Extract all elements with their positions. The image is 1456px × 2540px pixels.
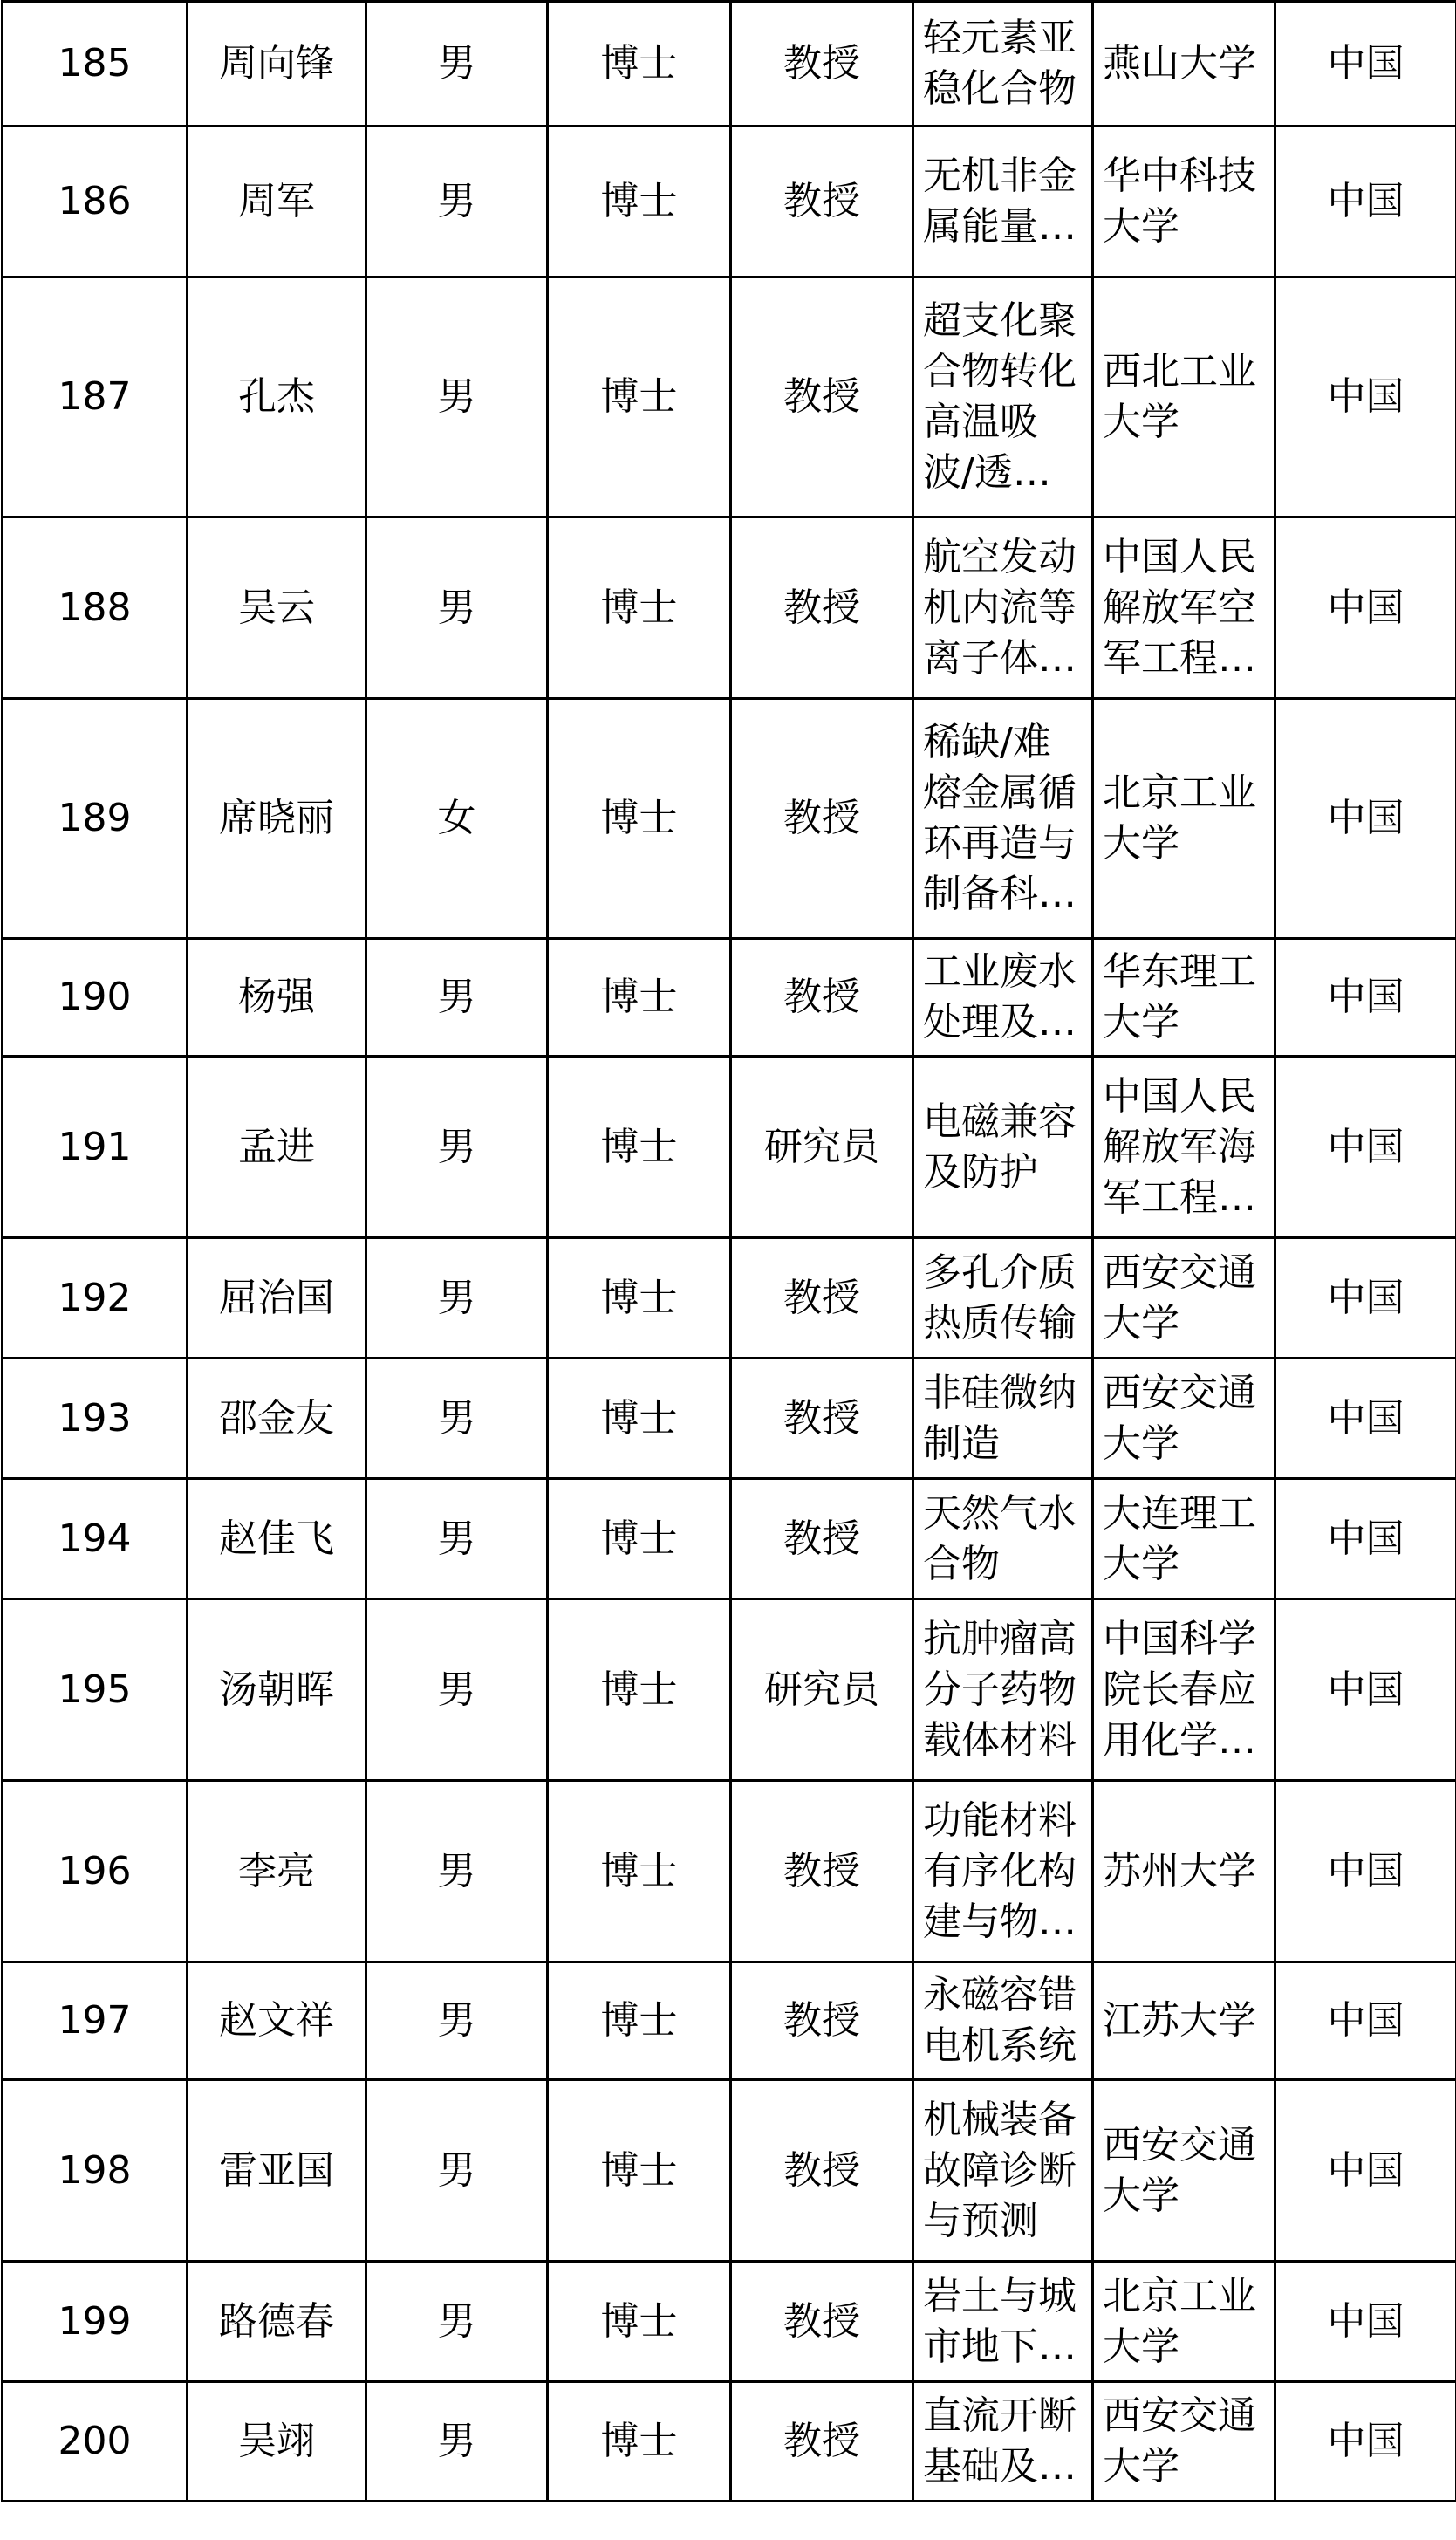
cell-institution-text: 大连理工大学 — [1103, 1490, 1256, 1586]
cell-gender-text: 男 — [437, 1275, 476, 1320]
cell-institution — [1093, 2080, 1275, 2262]
cell-research-field-text: 岩土与城市地下工 — [923, 2273, 1077, 2369]
cell-degree-text: 博士 — [600, 374, 678, 419]
cell-institution — [1093, 517, 1275, 699]
cell-degree — [548, 1238, 731, 1359]
cell-country-text: 中国 — [1327, 2147, 1405, 2193]
cell-research-field-text: 非硅微纳制造 — [923, 1370, 1077, 1466]
cell-institution-text: 中国人民解放军空军工程大 — [1103, 534, 1256, 681]
cell-degree-text: 博士 — [600, 1998, 678, 2043]
cell-name-text: 孟进 — [238, 1124, 315, 1169]
cell-number — [3, 1599, 188, 1781]
cell-name-text: 雷亚国 — [219, 2147, 334, 2193]
cell-number-text: 192 — [58, 1275, 132, 1320]
cell-gender-text: 男 — [437, 374, 476, 419]
cell-institution — [1093, 2382, 1275, 2502]
table-row — [3, 2, 1456, 127]
cell-number-text: 190 — [58, 975, 132, 1019]
cell-title-text: 教授 — [783, 2147, 860, 2193]
cell-research-field-text: 永磁容错电机系统 — [923, 1973, 1077, 2068]
cell-number-text: 200 — [58, 2419, 132, 2463]
cell-number-text: 198 — [58, 2147, 132, 2193]
cell-gender — [366, 2262, 548, 2382]
cell-degree-text: 博士 — [600, 1848, 678, 1893]
cell-country-text: 中国 — [1327, 1395, 1405, 1441]
cell-research-field — [913, 2, 1093, 127]
cell-country-text: 中国 — [1327, 1667, 1405, 1712]
cell-institution-text: 北京工业大学 — [1103, 2273, 1256, 2369]
cell-degree — [548, 1359, 731, 1479]
cell-country-text: 中国 — [1327, 374, 1405, 419]
cell-research-field — [913, 1962, 1093, 2080]
cell-country-text: 中国 — [1327, 2298, 1405, 2344]
cell-degree — [548, 127, 731, 277]
cell-number-text: 193 — [58, 1395, 132, 1441]
cell-country — [1275, 2382, 1456, 2502]
cell-research-field — [913, 1359, 1093, 1479]
cell-name — [188, 277, 366, 517]
cell-gender — [366, 127, 548, 277]
cell-research-field-text: 天然气水合物 — [923, 1490, 1077, 1586]
cell-number-text: 188 — [58, 585, 132, 630]
cell-number — [3, 2080, 188, 2262]
cell-institution — [1093, 1359, 1275, 1479]
cell-title-text: 教授 — [783, 2298, 860, 2344]
table-row — [3, 2080, 1456, 2262]
cell-number — [3, 1359, 188, 1479]
cell-name-text: 路德春 — [219, 2298, 334, 2344]
cell-degree-text: 博士 — [600, 1516, 678, 1561]
cell-gender-text: 男 — [437, 179, 476, 223]
cell-name — [188, 2262, 366, 2382]
cell-research-field — [913, 1599, 1093, 1781]
cell-gender — [366, 1479, 548, 1599]
cell-name-text: 赵佳飞 — [219, 1516, 334, 1561]
cell-gender-text: 男 — [437, 1848, 476, 1893]
cell-number — [3, 1238, 188, 1359]
cell-gender — [366, 277, 548, 517]
cell-degree — [548, 699, 731, 939]
cell-title-text: 教授 — [783, 374, 860, 419]
table-row — [3, 2382, 1456, 2502]
cell-research-field-text: 抗肿瘤高分子药物载体材料 — [923, 1616, 1077, 1763]
cell-name-text: 孔杰 — [238, 374, 315, 419]
cell-institution — [1093, 1599, 1275, 1781]
cell-country — [1275, 1479, 1456, 1599]
cell-research-field-text: 电磁兼容及防护 — [923, 1099, 1077, 1195]
cell-country-text: 中国 — [1327, 1516, 1405, 1561]
table-row — [3, 1359, 1456, 1479]
cell-number — [3, 2262, 188, 2382]
cell-degree — [548, 2382, 731, 2502]
cell-degree — [548, 1599, 731, 1781]
cell-institution-text: 华中科技大学 — [1103, 154, 1256, 249]
cell-gender — [366, 1238, 548, 1359]
cell-title — [731, 277, 913, 517]
table-row — [3, 1599, 1456, 1781]
cell-degree-text: 博士 — [600, 1275, 678, 1320]
cell-research-field-text: 直流开断基础及其 — [923, 2393, 1077, 2489]
cell-institution-text: 西北工业大学 — [1103, 349, 1256, 444]
cell-number-text: 195 — [58, 1667, 132, 1712]
table-row — [3, 517, 1456, 699]
cell-title-text: 教授 — [783, 1395, 860, 1441]
cell-name — [188, 1057, 366, 1238]
cell-number-text: 197 — [58, 1998, 132, 2043]
cell-name-text: 汤朝晖 — [219, 1667, 334, 1712]
cell-number-text: 196 — [58, 1848, 132, 1893]
cell-institution — [1093, 2262, 1275, 2382]
cell-country-text: 中国 — [1327, 1848, 1405, 1893]
cell-institution-text: 西安交通大学 — [1103, 2393, 1256, 2489]
cell-title — [731, 2, 913, 127]
cell-country — [1275, 1359, 1456, 1479]
cell-degree — [548, 1479, 731, 1599]
cell-title — [731, 127, 913, 277]
cell-title — [731, 2080, 913, 2262]
cell-research-field — [913, 277, 1093, 517]
table-row — [3, 1962, 1456, 2080]
cell-gender — [366, 1781, 548, 1962]
cell-name — [188, 2080, 366, 2262]
cell-research-field — [913, 699, 1093, 939]
cell-name — [188, 2382, 366, 2502]
cell-institution-text: 华东理工大学 — [1103, 949, 1256, 1044]
cell-gender-text: 男 — [437, 2419, 476, 2463]
cell-degree — [548, 517, 731, 699]
cell-degree-text: 博士 — [600, 796, 678, 840]
cell-number-text: 186 — [58, 179, 132, 223]
cell-gender-text: 男 — [437, 1395, 476, 1441]
cell-country-text: 中国 — [1327, 41, 1405, 86]
cell-name-text: 吴翊 — [238, 2419, 315, 2463]
cell-research-field-text: 机械装备故障诊断与预测 — [923, 2097, 1077, 2243]
cell-name-text: 杨强 — [238, 975, 315, 1019]
cell-degree — [548, 2262, 731, 2382]
cell-title — [731, 939, 913, 1057]
cell-number — [3, 1781, 188, 1962]
cell-name-text: 周军 — [238, 179, 315, 223]
cell-title — [731, 1359, 913, 1479]
cell-country-text: 中国 — [1327, 975, 1405, 1019]
cell-title-text: 教授 — [783, 1516, 860, 1561]
cell-degree — [548, 1962, 731, 2080]
cell-gender-text: 男 — [437, 1516, 476, 1561]
cell-country — [1275, 277, 1456, 517]
cell-research-field — [913, 1781, 1093, 1962]
cell-institution-text: 北京工业大学 — [1103, 770, 1256, 866]
cell-gender — [366, 517, 548, 699]
cell-title — [731, 2382, 913, 2502]
cell-institution-text: 西安交通大学 — [1103, 1249, 1256, 1345]
cell-gender — [366, 2, 548, 127]
cell-research-field-text: 稀缺/难熔金属循环再造与制备科学 — [923, 720, 1077, 916]
cell-research-field-text: 无机非金属能量转 — [923, 154, 1077, 249]
cell-gender — [366, 939, 548, 1057]
talent-table — [1, 0, 1456, 2502]
cell-degree-text: 博士 — [600, 975, 678, 1019]
cell-gender — [366, 1962, 548, 2080]
cell-number-text: 191 — [58, 1124, 132, 1169]
cell-institution — [1093, 1238, 1275, 1359]
cell-degree — [548, 1781, 731, 1962]
cell-name-text: 吴云 — [238, 585, 315, 630]
cell-research-field — [913, 2262, 1093, 2382]
cell-research-field — [913, 127, 1093, 277]
cell-institution — [1093, 939, 1275, 1057]
cell-name — [188, 517, 366, 699]
cell-research-field-text: 工业废水处理及资 — [923, 949, 1077, 1044]
cell-country — [1275, 1057, 1456, 1238]
cell-research-field — [913, 517, 1093, 699]
cell-institution-text: 燕山大学 — [1103, 41, 1256, 86]
cell-name — [188, 127, 366, 277]
cell-name — [188, 1599, 366, 1781]
cell-institution — [1093, 1962, 1275, 2080]
cell-name-text: 周向锋 — [219, 41, 334, 86]
cell-institution-text: 苏州大学 — [1103, 1848, 1256, 1893]
cell-research-field — [913, 1479, 1093, 1599]
table-row — [3, 1238, 1456, 1359]
cell-title — [731, 517, 913, 699]
cell-degree — [548, 2, 731, 127]
cell-research-field — [913, 2382, 1093, 2502]
cell-name-text: 屈治国 — [219, 1275, 334, 1320]
cell-degree-text: 博士 — [600, 2298, 678, 2344]
cell-country-text: 中国 — [1327, 585, 1405, 630]
table-row — [3, 1057, 1456, 1238]
cell-name — [188, 1359, 366, 1479]
cell-research-field — [913, 1057, 1093, 1238]
cell-institution-text: 江苏大学 — [1103, 1998, 1256, 2043]
cell-gender-text: 男 — [437, 1667, 476, 1712]
cell-country-text: 中国 — [1327, 796, 1405, 840]
cell-institution — [1093, 699, 1275, 939]
cell-country-text: 中国 — [1327, 2419, 1405, 2463]
cell-country — [1275, 2080, 1456, 2262]
cell-institution-text: 西安交通大学 — [1103, 2122, 1256, 2218]
cell-gender-text: 男 — [437, 975, 476, 1019]
cell-research-field-text: 多孔介质热质传输 — [923, 1249, 1077, 1345]
cell-country — [1275, 2262, 1456, 2382]
cell-country — [1275, 1962, 1456, 2080]
cell-name-text: 李亮 — [238, 1848, 315, 1893]
cell-degree-text: 博士 — [600, 1395, 678, 1441]
cell-degree-text: 博士 — [600, 41, 678, 86]
cell-number — [3, 939, 188, 1057]
cell-research-field-text: 功能材料有序化构建与物性 — [923, 1797, 1077, 1944]
cell-country — [1275, 2, 1456, 127]
cell-gender-text: 男 — [437, 1998, 476, 2043]
cell-name-text: 席晓丽 — [219, 796, 334, 840]
cell-country-text: 中国 — [1327, 1275, 1405, 1320]
cell-gender — [366, 2080, 548, 2262]
cell-name — [188, 1238, 366, 1359]
cell-title — [731, 1781, 913, 1962]
cell-number-text: 199 — [58, 2298, 132, 2344]
cell-country — [1275, 127, 1456, 277]
cell-country — [1275, 699, 1456, 939]
cell-name — [188, 699, 366, 939]
cell-research-field-text: 轻元素亚稳化合物 — [923, 16, 1077, 111]
table-row — [3, 1479, 1456, 1599]
cell-title-text: 研究员 — [764, 1667, 879, 1712]
cell-degree-text: 博士 — [600, 179, 678, 223]
cell-number — [3, 2382, 188, 2502]
cell-degree-text: 博士 — [600, 2419, 678, 2463]
cell-title-text: 教授 — [783, 1998, 860, 2043]
cell-gender-text: 男 — [437, 41, 476, 86]
cell-title — [731, 2262, 913, 2382]
cell-institution-text: 西安交通大学 — [1103, 1370, 1256, 1466]
cell-degree-text: 博士 — [600, 1124, 678, 1169]
cell-number — [3, 699, 188, 939]
cell-name — [188, 1479, 366, 1599]
cell-degree — [548, 1057, 731, 1238]
cell-institution-text: 中国科学院长春应用化学研 — [1103, 1616, 1256, 1763]
cell-research-field-text: 超支化聚合物转化高温吸波/透波 — [923, 298, 1077, 495]
cell-gender — [366, 699, 548, 939]
cell-title — [731, 1238, 913, 1359]
cell-title-text: 研究员 — [764, 1124, 879, 1169]
table-row — [3, 939, 1456, 1057]
cell-degree — [548, 2080, 731, 2262]
cell-title-text: 教授 — [783, 1275, 860, 1320]
cell-gender-text: 男 — [437, 2147, 476, 2193]
cell-degree-text: 博士 — [600, 585, 678, 630]
cell-name — [188, 1962, 366, 2080]
table-row — [3, 277, 1456, 517]
cell-degree-text: 博士 — [600, 2147, 678, 2193]
cell-gender — [366, 2382, 548, 2502]
table-row — [3, 2262, 1456, 2382]
cell-name — [188, 939, 366, 1057]
cell-title — [731, 1962, 913, 2080]
cell-degree — [548, 939, 731, 1057]
cell-name-text: 邵金友 — [219, 1395, 334, 1441]
cell-institution-text: 中国人民解放军海军工程大 — [1103, 1073, 1256, 1220]
table-row — [3, 127, 1456, 277]
cell-number-text: 189 — [58, 796, 132, 840]
cell-number — [3, 1479, 188, 1599]
cell-research-field — [913, 2080, 1093, 2262]
cell-title-text: 教授 — [783, 796, 860, 840]
cell-title — [731, 1057, 913, 1238]
cell-title-text: 教授 — [783, 975, 860, 1019]
cell-country-text: 中国 — [1327, 179, 1405, 223]
cell-country — [1275, 1238, 1456, 1359]
cell-name — [188, 1781, 366, 1962]
cell-institution — [1093, 2, 1275, 127]
table-row — [3, 1781, 1456, 1962]
cell-gender — [366, 1359, 548, 1479]
cell-number-text: 194 — [58, 1516, 132, 1561]
cell-number-text: 187 — [58, 374, 132, 419]
cell-country — [1275, 1599, 1456, 1781]
cell-number — [3, 127, 188, 277]
cell-institution — [1093, 1479, 1275, 1599]
cell-country — [1275, 939, 1456, 1057]
cell-country-text: 中国 — [1327, 1124, 1405, 1169]
cell-country — [1275, 1781, 1456, 1962]
cell-number — [3, 517, 188, 699]
table-row — [3, 699, 1456, 939]
cell-title — [731, 699, 913, 939]
table-body — [3, 2, 1456, 2502]
cell-number — [3, 277, 188, 517]
cell-title-text: 教授 — [783, 2419, 860, 2463]
cell-gender-text: 男 — [437, 585, 476, 630]
cell-number — [3, 1057, 188, 1238]
cell-number — [3, 1962, 188, 2080]
cell-title-text: 教授 — [783, 41, 860, 86]
cell-number-text: 185 — [58, 41, 132, 86]
cell-gender-text: 女 — [437, 796, 476, 840]
cell-title-text: 教授 — [783, 585, 860, 630]
cell-research-field — [913, 939, 1093, 1057]
cell-gender-text: 男 — [437, 1124, 476, 1169]
cell-name-text: 赵文祥 — [219, 1998, 334, 2043]
cell-institution — [1093, 1781, 1275, 1962]
cell-country-text: 中国 — [1327, 1998, 1405, 2043]
cell-research-field-text: 航空发动机内流等离子体激 — [923, 534, 1077, 681]
cell-institution — [1093, 277, 1275, 517]
cell-degree — [548, 277, 731, 517]
cell-gender — [366, 1599, 548, 1781]
cell-country — [1275, 517, 1456, 699]
cell-name — [188, 2, 366, 127]
cell-institution — [1093, 1057, 1275, 1238]
cell-gender-text: 男 — [437, 2298, 476, 2344]
cell-gender — [366, 1057, 548, 1238]
cell-degree-text: 博士 — [600, 1667, 678, 1712]
cell-institution — [1093, 127, 1275, 277]
cell-title — [731, 1599, 913, 1781]
cell-title-text: 教授 — [783, 1848, 860, 1893]
cell-research-field — [913, 1238, 1093, 1359]
cell-title-text: 教授 — [783, 179, 860, 223]
cell-number — [3, 2, 188, 127]
cell-title — [731, 1479, 913, 1599]
